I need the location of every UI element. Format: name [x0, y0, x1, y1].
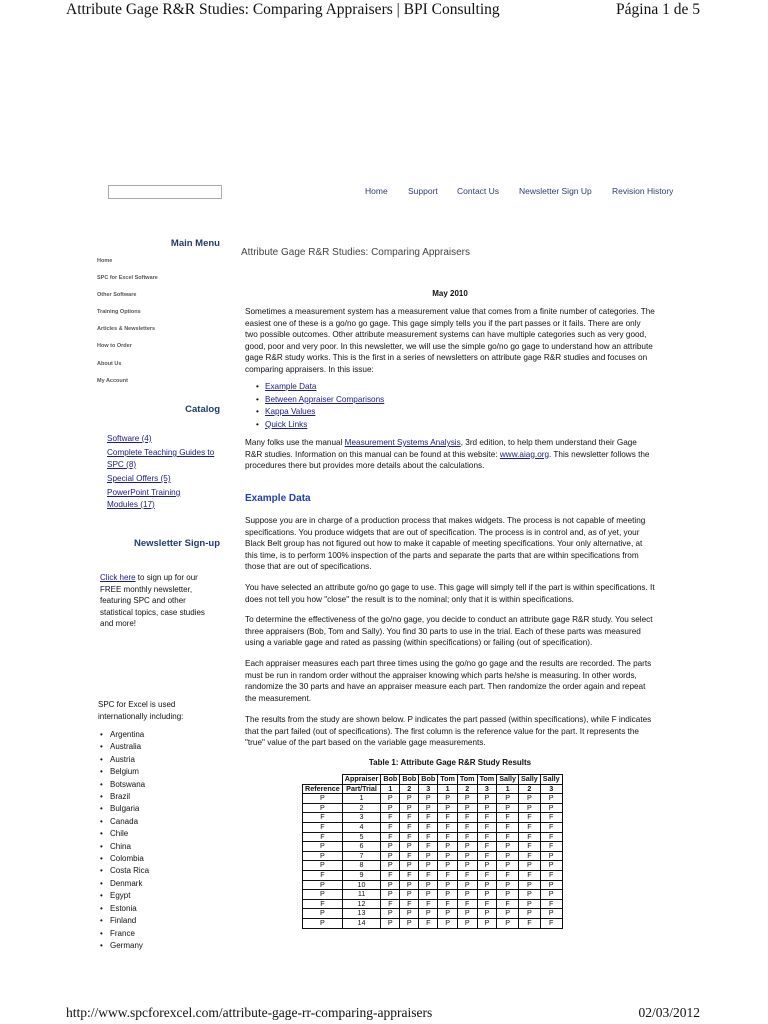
table-row — [303, 851, 563, 861]
country-item: • China — [100, 841, 149, 853]
table-cell: P — [419, 890, 438, 900]
pdf-page-number: Página 1 de 5 — [616, 1, 700, 18]
paragraph-3: To determine the effectiveness of the go/no gage, you decide to conduct an attribute gage R&R study. You select three appraisers (Bob, Tom and Sally). You find 30 parts to use in the trial. Each of these parts was measured using a variable gage and rated as passing (within specifications) or failing (out of specification). — [245, 615, 653, 647]
table-row — [303, 899, 563, 909]
issue-link-item[interactable] — [256, 381, 384, 394]
table-cell: P — [477, 794, 497, 804]
table-cell: P — [477, 803, 497, 813]
table-cell: F — [540, 870, 562, 880]
table-cell: P — [381, 918, 400, 928]
table-cell: P — [303, 890, 343, 900]
table-cell: F — [540, 822, 562, 832]
issue-link-item[interactable] — [256, 406, 384, 419]
table-cell: P — [419, 803, 438, 813]
table-cell: 14 — [342, 918, 381, 928]
table-cell: P — [540, 909, 562, 919]
table-cell: P — [497, 842, 519, 852]
table-cell: P — [438, 909, 458, 919]
table-cell: P — [400, 890, 419, 900]
country-item: • Costa Rica — [100, 865, 149, 877]
table-cell: P — [540, 890, 562, 900]
table-cell: 2 — [519, 784, 541, 794]
table-cell: P — [497, 890, 519, 900]
table-cell: F — [400, 870, 419, 880]
signup-description: to sign up for our FREE monthly newsletter, featuring SPC and other statistical topics, case studies and more! — [100, 573, 205, 628]
table-cell: P — [519, 794, 541, 804]
table-cell: P — [540, 880, 562, 890]
msa-post: . This newsletter follows the procedures there but provides more details about the calculations. — [245, 449, 650, 470]
country-item: • Botswana — [100, 779, 149, 791]
table-cell: F — [477, 822, 497, 832]
table-cell: F — [438, 822, 458, 832]
table-row — [303, 909, 563, 919]
country-item: • Denmark — [100, 878, 149, 890]
paragraph-2: You have selected an attribute go/no go gage to use. This gage will simply tell if the part is within specifications. It does not tell you how "close" the result is to the nominal; only that it is within specifications. — [245, 583, 655, 604]
menu-item-spc-software[interactable]: SPC for Excel Software — [97, 275, 158, 281]
table-cell: F — [477, 899, 497, 909]
country-list — [100, 729, 149, 952]
table-cell: 3 — [477, 784, 497, 794]
table-cell: P — [497, 861, 519, 871]
table-cell: P — [419, 861, 438, 871]
table-cell: 2 — [342, 803, 381, 813]
table-cell: 7 — [342, 851, 381, 861]
table-cell: P — [497, 794, 519, 804]
table-cell: 2 — [400, 784, 419, 794]
table-cell: Part/Trial — [342, 784, 381, 794]
table-cell: 1 — [438, 784, 458, 794]
table-cell: F — [419, 822, 438, 832]
newsletter-signup-text — [100, 572, 220, 630]
table-cell: P — [303, 851, 343, 861]
table-cell: P — [303, 909, 343, 919]
table-cell: Bob — [381, 775, 400, 785]
table-cell: F — [497, 832, 519, 842]
menu-item-other-software[interactable]: Other Software — [97, 292, 137, 298]
signup-link[interactable]: Click here — [100, 573, 136, 582]
table-cell: P — [497, 880, 519, 890]
results-table — [302, 774, 563, 929]
table-cell: F — [477, 832, 497, 842]
table-cell: F — [381, 813, 400, 823]
table-row — [303, 794, 563, 804]
table-cell: P — [419, 909, 438, 919]
nav-home[interactable]: Home — [365, 186, 388, 196]
msa-paragraph — [245, 437, 655, 472]
table-cell: F — [457, 899, 477, 909]
table-cell: P — [519, 803, 541, 813]
table-cell: P — [381, 909, 400, 919]
table-cell: P — [540, 794, 562, 804]
table-cell: P — [438, 851, 458, 861]
table-cell: P — [457, 861, 477, 871]
intro-paragraph: Sometimes a measurement system has a measurement value that comes from a finite number of categories. The easiest one of these is a go/no go gage. This gage simply tells you if the part passes or it fails. There are only two possible outcomes. Other attribute measurement systems can have multiple categories such as very good, good, poor and very poor. In this newsletter, we will use the simple go/no go gage to understand how an attribute gage R&R study works. This is the first in a series of newsletters on attribute gage R&R studies and focuses on comparing appraisers. In this issue: — [245, 307, 655, 374]
issue-link-between-appraiser[interactable]: Between Appraiser Comparisons — [265, 394, 385, 404]
table-cell: F — [419, 918, 438, 928]
nav-contact-us[interactable]: Contact Us — [457, 186, 500, 196]
table-cell: F — [519, 832, 541, 842]
nav-newsletter-sign-up[interactable]: Newsletter Sign Up — [519, 186, 592, 196]
table-cell: P — [400, 918, 419, 928]
table-cell: P — [457, 794, 477, 804]
table-cell: 5 — [342, 832, 381, 842]
table-cell: F — [519, 842, 541, 852]
pdf-header — [0, 0, 768, 20]
table-cell: P — [400, 909, 419, 919]
table-cell: F — [400, 822, 419, 832]
country-item: • Chile — [100, 828, 149, 840]
country-item: • Austria — [100, 754, 149, 766]
table-cell: P — [497, 909, 519, 919]
table-cell: P — [477, 890, 497, 900]
table-cell: F — [519, 851, 541, 861]
table-cell: 10 — [342, 880, 381, 890]
country-item: • Germany — [100, 940, 149, 952]
table-cell: Reference — [303, 784, 343, 794]
table-cell: P — [457, 880, 477, 890]
pdf-footer — [0, 1004, 768, 1024]
catalog-item-powerpoint[interactable]: PowerPoint Training Modules (17) — [107, 488, 181, 509]
table-cell: F — [381, 822, 400, 832]
table-cell: P — [457, 803, 477, 813]
table-cell: F — [419, 899, 438, 909]
table-row — [303, 870, 563, 880]
table-cell: P — [419, 794, 438, 804]
table-cell: 6 — [342, 842, 381, 852]
table-cell: F — [540, 832, 562, 842]
table-cell: P — [438, 880, 458, 890]
country-item: • Argentina — [100, 729, 149, 741]
table-cell: P — [457, 909, 477, 919]
table-cell: F — [303, 832, 343, 842]
table-cell: Sally — [540, 775, 562, 785]
table-cell: P — [381, 803, 400, 813]
country-item: • Colombia — [100, 853, 149, 865]
catalog-item-software[interactable]: Software (4) — [107, 434, 152, 443]
table-cell: Sally — [497, 775, 519, 785]
table-cell: F — [519, 870, 541, 880]
msa-manual-link[interactable]: Measurement Systems Analysis — [344, 438, 461, 447]
table-cell: P — [419, 880, 438, 890]
table-cell: P — [477, 880, 497, 890]
table-row — [303, 918, 563, 928]
table-row — [303, 822, 563, 832]
issue-links — [256, 381, 384, 431]
catalog-title: Catalog — [185, 404, 220, 415]
table-cell: P — [303, 794, 343, 804]
table-header-row — [303, 775, 563, 785]
menu-item-training[interactable]: Training Options — [97, 309, 141, 315]
table-cell: 8 — [342, 861, 381, 871]
table-cell: P — [381, 880, 400, 890]
catalog-item-teaching-guides[interactable]: Complete Teaching Guides to SPC (8) — [107, 448, 215, 469]
country-item: • Australia — [100, 741, 149, 753]
nav-support[interactable]: Support — [408, 186, 438, 196]
table-cell: P — [381, 842, 400, 852]
table-cell: 1 — [381, 784, 400, 794]
table-cell: F — [303, 870, 343, 880]
table-cell: 9 — [342, 870, 381, 880]
table-row — [303, 842, 563, 852]
table-cell: F — [381, 870, 400, 880]
country-item: • Belgium — [100, 766, 149, 778]
table-cell: F — [519, 918, 541, 928]
table-cell: P — [381, 851, 400, 861]
table-cell: F — [477, 813, 497, 823]
country-item: • Bulgaria — [100, 803, 149, 815]
table-row — [303, 813, 563, 823]
table-cell: F — [381, 899, 400, 909]
table-cell: P — [540, 861, 562, 871]
table-row — [303, 832, 563, 842]
table-cell: Sally — [519, 775, 541, 785]
table-cell — [303, 775, 343, 785]
table-cell: F — [419, 842, 438, 852]
issue-link-example-data[interactable]: Example Data — [265, 382, 317, 391]
menu-item-articles[interactable]: Articles & Newsletters — [97, 326, 156, 332]
table-cell: F — [419, 832, 438, 842]
table-cell: 4 — [342, 822, 381, 832]
table-cell: P — [438, 794, 458, 804]
table-cell: F — [519, 822, 541, 832]
pdf-footer-date: 02/03/2012 — [638, 1005, 700, 1020]
article-title: Attribute Gage R&R Studies: Comparing Appraisers — [241, 247, 470, 258]
msa-mid: , 3rd edition, to help them understand their Gage R&R studies. Information on this manual can be found at this website: — [245, 438, 637, 459]
table-header-row — [303, 784, 563, 794]
table-cell: P — [477, 909, 497, 919]
country-item: • Estonia — [100, 903, 149, 915]
table-cell: F — [540, 842, 562, 852]
table-cell: P — [519, 909, 541, 919]
aiag-link[interactable]: www.aiag.org — [499, 449, 550, 459]
table-cell: F — [303, 813, 343, 823]
table-cell: P — [438, 890, 458, 900]
table-cell: P — [438, 803, 458, 813]
table-cell: F — [419, 870, 438, 880]
table-cell: 1 — [497, 784, 519, 794]
table-cell: F — [438, 899, 458, 909]
section-heading-example-data: Example Data — [245, 493, 311, 504]
table-cell: F — [497, 822, 519, 832]
table-cell: P — [303, 918, 343, 928]
pdf-footer-url: http://www.spcforexcel.com/attribute-gage-rr-comparing-appraisers — [66, 1005, 433, 1020]
table-cell: P — [519, 861, 541, 871]
table-cell: P — [540, 851, 562, 861]
article-date: May 2010 — [432, 289, 468, 298]
menu-item-home[interactable]: Home — [97, 258, 113, 264]
table-row — [303, 890, 563, 900]
table-cell: P — [519, 880, 541, 890]
table-cell: Appraiser — [342, 775, 381, 785]
country-item: • Canada — [100, 816, 149, 828]
main-menu-title: Main Menu — [170, 238, 220, 249]
table-cell: F — [540, 813, 562, 823]
table-cell: P — [400, 861, 419, 871]
table-cell: F — [457, 832, 477, 842]
table-cell: P — [400, 880, 419, 890]
table-cell: F — [497, 899, 519, 909]
international-text: SPC for Excel is used internationally including: — [98, 700, 184, 721]
menu-item-how-to-order[interactable]: How to Order — [97, 343, 132, 349]
table-caption: Table 1: Attribute Gage R&R Study Results — [368, 758, 532, 767]
paragraph-1: Suppose you are in charge of a production process that makes widgets. The process is not capable of meeting specifications. You produce widgets that are out of specification. The process is in control and, as of yet, your Black Belt group has not figured out how to make it capable of meeting specifications. Your only alternative, at this time, is to perform 100% inspection of the parts and separate the parts that are within specifications from those that are out of specifications. — [245, 516, 646, 571]
table-cell: P — [540, 803, 562, 813]
country-item: • Egypt — [100, 890, 149, 902]
table-cell: P — [457, 851, 477, 861]
table-cell: P — [303, 861, 343, 871]
newsletter-signup-title: Newsletter Sign-up — [133, 538, 220, 549]
table-row — [303, 803, 563, 813]
table-cell: Tom — [477, 775, 497, 785]
country-item: • Brazil — [100, 791, 149, 803]
pdf-header-title: Attribute Gage R&R Studies: Comparing Appraisers | BPI Consulting — [66, 1, 500, 18]
table-cell: P — [497, 918, 519, 928]
table-cell: F — [438, 813, 458, 823]
table-cell: P — [381, 794, 400, 804]
table-cell: F — [303, 899, 343, 909]
table-cell: F — [381, 832, 400, 842]
table-cell: P — [303, 803, 343, 813]
issue-link-item[interactable] — [256, 419, 384, 432]
table-cell: P — [457, 842, 477, 852]
table-cell: F — [497, 813, 519, 823]
table-cell: F — [400, 851, 419, 861]
table-cell: P — [497, 803, 519, 813]
table-cell: 11 — [342, 890, 381, 900]
table-cell: Bob — [419, 775, 438, 785]
table-cell: F — [540, 899, 562, 909]
table-cell: P — [400, 794, 419, 804]
table-cell: P — [457, 918, 477, 928]
search-input[interactable] — [108, 185, 222, 199]
paragraph-5: The results from the study are shown below. P indicates the part passed (within specifications), while F indicates that the part failed (out of specifications). The first column is the reference value for the part. It represents the "true" value of the part based on the variable gage measurements. — [245, 715, 652, 747]
table-cell: P — [303, 880, 343, 890]
table-cell: P — [519, 890, 541, 900]
table-cell: F — [477, 870, 497, 880]
table-cell: 3 — [419, 784, 438, 794]
table-cell: F — [477, 851, 497, 861]
table-cell: F — [438, 870, 458, 880]
table-cell: 3 — [540, 784, 562, 794]
table-cell: 13 — [342, 909, 381, 919]
table-cell: F — [457, 870, 477, 880]
table-cell: F — [457, 813, 477, 823]
table-cell: 2 — [457, 784, 477, 794]
table-row — [303, 880, 563, 890]
nav-revision-history[interactable]: Revision History — [612, 186, 674, 196]
paragraph-4: Each appraiser measures each part three times using the go/no go gage and the results are recorded. The parts must be run in random order without the appraiser knowing which parts he/she is measuring. In other words, randomize the 30 parts and have an appraiser measure each part. Then randomize the order again and repeat the measurement. — [245, 659, 652, 703]
menu-item-my-account[interactable]: My Account — [97, 378, 128, 384]
country-item: • France — [100, 928, 149, 940]
msa-pre: Many folks use the manual — [245, 438, 345, 447]
table-cell: P — [519, 899, 541, 909]
table-cell: P — [438, 842, 458, 852]
table-cell: 12 — [342, 899, 381, 909]
table-cell: P — [438, 918, 458, 928]
table-cell: P — [381, 861, 400, 871]
issue-link-item[interactable] — [256, 394, 384, 407]
table-cell: P — [381, 890, 400, 900]
table-cell: F — [477, 842, 497, 852]
table-cell: P — [419, 851, 438, 861]
table-cell: P — [303, 842, 343, 852]
table-cell: P — [438, 861, 458, 871]
table-cell: Tom — [457, 775, 477, 785]
catalog-item-special-offers[interactable]: Special Offers (5) — [107, 474, 171, 483]
menu-item-about-us[interactable]: About Us — [97, 361, 122, 367]
table-cell: F — [400, 899, 419, 909]
table-cell: F — [497, 870, 519, 880]
table-cell: F — [419, 813, 438, 823]
table-cell: P — [497, 851, 519, 861]
table-cell: F — [519, 813, 541, 823]
issue-link-quick-links[interactable]: Quick Links — [265, 419, 308, 429]
table-cell: P — [477, 918, 497, 928]
table-cell: F — [438, 832, 458, 842]
issue-link-kappa[interactable]: Kappa Values — [265, 407, 316, 416]
table-cell: F — [400, 832, 419, 842]
table-cell: P — [400, 803, 419, 813]
table-cell: F — [400, 813, 419, 823]
table-cell: P — [400, 842, 419, 852]
country-item: • Finland — [100, 915, 149, 927]
table-cell: F — [303, 822, 343, 832]
table-cell: P — [477, 861, 497, 871]
table-cell: 3 — [342, 813, 381, 823]
table-cell: F — [457, 822, 477, 832]
table-cell: Bob — [400, 775, 419, 785]
table-cell: P — [457, 890, 477, 900]
table-row — [303, 861, 563, 871]
table-cell: Tom — [438, 775, 458, 785]
table-cell: 1 — [342, 794, 381, 804]
table-cell: F — [540, 918, 562, 928]
